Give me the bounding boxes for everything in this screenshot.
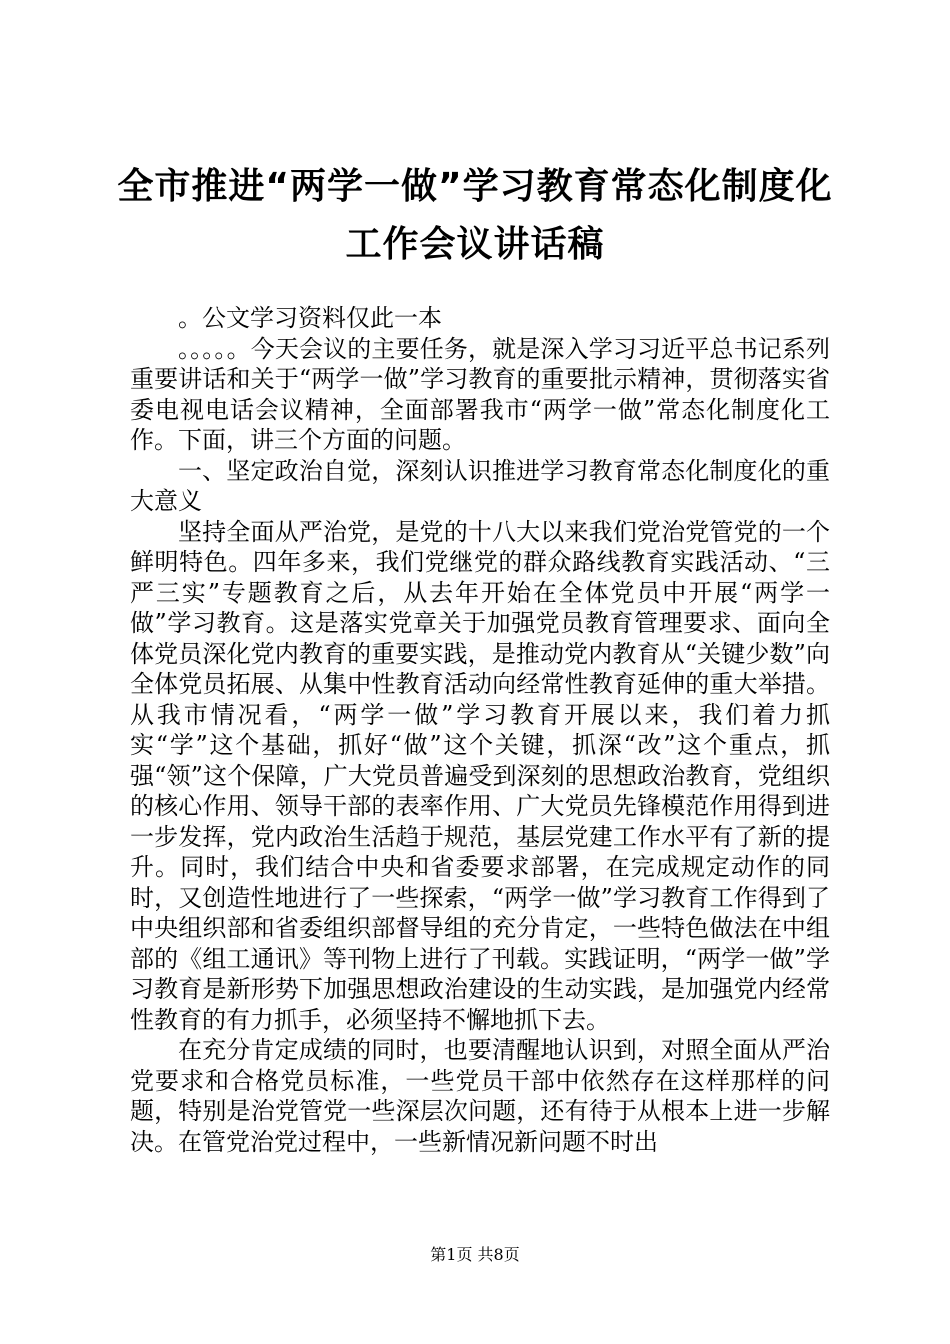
document-title: 全市推进“两学一做”学习教育常态化制度化工作会议讲话稿 (117, 166, 833, 265)
document-body (130, 303, 830, 1157)
paragraph-intro: 。。。。。今天会议的主要任务，就是深入学习习近平总书记系列重要讲话和关于“两学一做”学习教育的重要批示精神，贯彻落实省委电视电话会议精神，全面部署我市“两学一做”常态化制度化工作。下面，讲三个方面的问题。 (130, 334, 830, 454)
paragraph-body-1: 坚持全面从严治党，是党的十八大以来我们党治党管党的一个鲜明特色。四年多来，我们党继党的群众路线教育实践活动、“三严三实”专题教育之后，从去年开始在全体党员中开展“两学一做”学习教育。这是落实党章关于加强党员教育管理要求、面向全体党员深化党内教育的重要实践，是推动党内教育从“关键少数”向全体党员拓展、从集中性教育活动向经常性教育延伸的重大举措。从我市情况看，“两学一做”学习教育开展以来，我们着力抓实“学”这个基础，抓好“做”这个关键，抓深“改”这个重点，抓强“领”这个保障，广大党员普遍受到深刻的思想政治教育，党组织的核心作用、领导干部的表率作用、广大党员先锋模范作用得到进一步发挥，党内政治生活趋于规范，基层党建工作水平有了新的提升。同时，我们结合中央和省委要求部署，在完成规定动作的同时，又创造性地进行了一些探索，“两学一做”学习教育工作得到了中央组织部和省委组织部督导组的充分肯定，一些特色做法在中组部的《组工通讯》等刊物上进行了刊载。实践证明，“两学一做”学习教育是新形势下加强思想政治建设的生动实践，是加强党内经常性教育的有力抓手，必须坚持不懈地抓下去。 (130, 517, 830, 1034)
paragraph-body-2: 在充分肯定成绩的同时，也要清醒地认识到，对照全面从严治党要求和合格党员标准，一些党员干部中依然存在这样那样的问题，特别是治党管党一些深层次问题，还有待于从根本上进一步解决。在管党治党过程中，一些新情况新问题不时出 (130, 1036, 830, 1156)
page-footer: 第1页 共8页 (430, 1245, 520, 1264)
paragraph-note: 。公文学习资料仅此一本 (178, 304, 442, 332)
section-heading-1: 一、坚定政治自觉，深刻认识推进学习教育常态化制度化的重大意义 (130, 456, 830, 515)
